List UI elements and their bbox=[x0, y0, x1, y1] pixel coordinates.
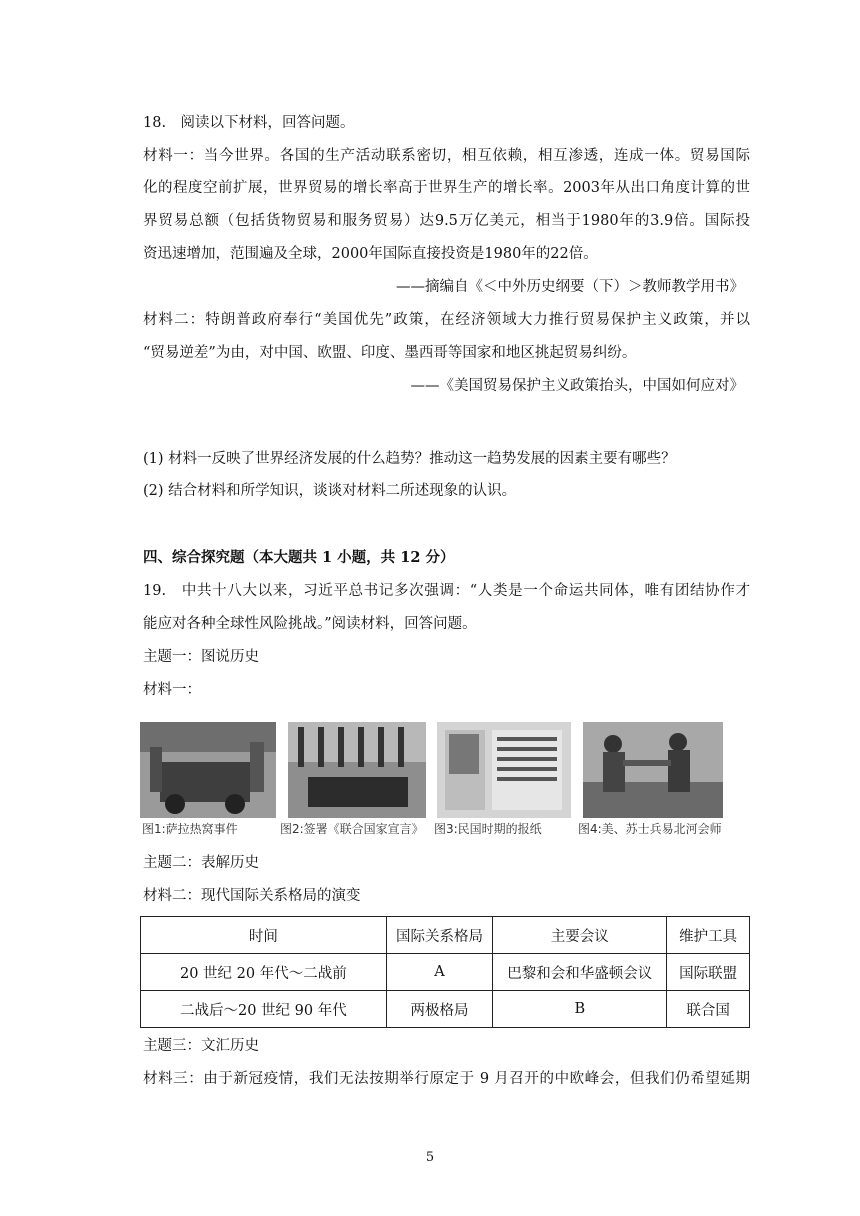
q18-m2-line: “贸易逆差”为由，对中国、欧盟、印度、墨西哥等国家和地区挑起贸易纠纷。 bbox=[143, 345, 637, 361]
table-cell: 联合国 bbox=[667, 991, 750, 1028]
q19-line: 能应对各种全球性风险挑战。”阅读材料，回答问题。 bbox=[143, 616, 477, 632]
q19-theme-2: 主题二：表解历史 bbox=[143, 855, 259, 871]
q18-m2-line: 材料二：特朗普政府奉行“美国优先”政策，在经济领域大力推行贸易保护主义政策，并以 bbox=[143, 312, 750, 328]
photo-caption: 图2:签署《联合国家宣言》 bbox=[280, 822, 424, 836]
table-cell: 两极格局 bbox=[386, 991, 492, 1028]
photo-elbe-meeting bbox=[583, 722, 723, 818]
table-header: 国际关系格局 bbox=[386, 917, 492, 954]
q18-m1-source: ——摘编自《＜中外历史纲要（下）＞教师教学用书》 bbox=[396, 279, 744, 295]
table-cell: 国际联盟 bbox=[667, 954, 750, 991]
q19-line: 19. 中共十八大以来，习近平总书记多次强调：“人类是一个命运共同体，唯有团结协作才 bbox=[143, 583, 750, 599]
photo-caption: 图3:民国时期的报纸 bbox=[434, 822, 542, 836]
international-relations-table bbox=[140, 916, 750, 1028]
table-cell: B bbox=[493, 991, 667, 1028]
q19-material-1-label: 材料一： bbox=[143, 682, 201, 698]
q19-material-3-line: 材料三：由于新冠疫情，我们无法按期举行原定于 9 月召开的中欧峰会，但我们仍希望延期 bbox=[143, 1071, 750, 1087]
table-header: 时间 bbox=[141, 917, 387, 954]
photo-sarajevo bbox=[140, 722, 276, 818]
q18-m1-line: 界贸易总额（包括货物贸易和服务贸易）达9.5万亿美元，相当于1980年的3.9倍。国际投 bbox=[143, 213, 750, 229]
table-cell: 20 世纪 20 年代～二战前 bbox=[141, 954, 387, 991]
photo-un-declaration bbox=[288, 722, 426, 818]
q18-m1-line: 资迅速增加，范围遍及全球，2000年国际直接投资是1980年的22倍。 bbox=[143, 246, 598, 262]
table-header: 主要会议 bbox=[493, 917, 667, 954]
table-cell: 二战后～20 世纪 90 年代 bbox=[141, 991, 387, 1028]
table-header-row bbox=[141, 917, 750, 954]
q19-theme-1: 主题一：图说历史 bbox=[143, 649, 259, 665]
q18-question-2: (2) 结合材料和所学知识，谈谈对材料二所述现象的认识。 bbox=[143, 483, 517, 499]
section-4-heading: 四、综合探究题（本大题共 1 小题，共 12 分） bbox=[143, 549, 455, 566]
table-cell: A bbox=[386, 954, 492, 991]
photo-strip bbox=[140, 718, 760, 838]
q18-m2-source: ——《美国贸易保护主义政策抬头，中国如何应对》 bbox=[410, 378, 744, 394]
q18-question-1: (1) 材料一反映了世界经济发展的什么趋势？推动这一趋势发展的因素主要有哪些？ bbox=[143, 451, 676, 467]
table-cell: 巴黎和会和华盛顿会议 bbox=[493, 954, 667, 991]
page-number: 5 bbox=[425, 1150, 435, 1165]
photo-newspaper bbox=[437, 722, 571, 818]
q19-theme-3: 主题三：文汇历史 bbox=[143, 1038, 259, 1054]
table-header: 维护工具 bbox=[667, 917, 750, 954]
q18-title: 18. 阅读以下材料，回答问题。 bbox=[143, 115, 355, 131]
q18-m1-line: 材料一：当今世界。各国的生产活动联系密切，相互依赖，相互渗透，连成一体。贸易国际 bbox=[143, 148, 750, 164]
table-row bbox=[141, 991, 750, 1028]
photo-caption: 图4:美、苏士兵易北河会师 bbox=[578, 822, 722, 836]
q19-material-2-label: 材料二：现代国际关系格局的演变 bbox=[143, 888, 361, 904]
q18-m1-line: 化的程度空前扩展，世界贸易的增长率高于世界生产的增长率。2003年从出口角度计算的世 bbox=[143, 180, 750, 196]
photo-caption: 图1:萨拉热窝事件 bbox=[142, 822, 238, 836]
table-row bbox=[141, 954, 750, 991]
